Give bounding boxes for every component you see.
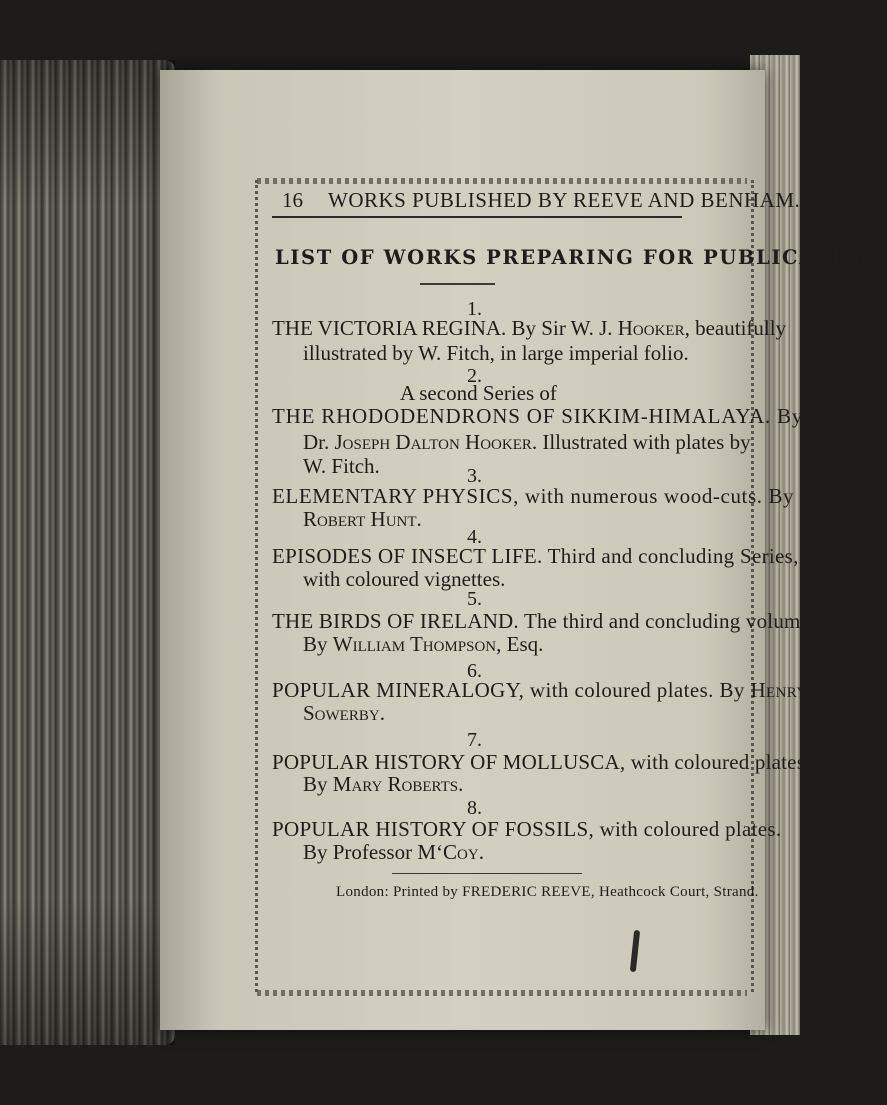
entry-title-line: ELEMENTARY PHYSICS, with numerous wood-cuts. By	[272, 484, 795, 508]
running-head: WORKS PUBLISHED BY REEVE AND BENHAM.	[328, 188, 801, 212]
entry-detail-line: By Professor M‘Coy.	[303, 840, 484, 864]
entry-detail-line: W. Fitch.	[303, 454, 380, 478]
entry-detail-line: By Mary Roberts.	[303, 772, 464, 796]
entry-number: 3.	[467, 465, 482, 487]
entry-number: 1.	[467, 298, 482, 320]
entry-detail-line: illustrated by W. Fitch, in large imperial folio.	[303, 341, 689, 365]
printer-imprint: London: Printed by FREDERIC REEVE, Heathcock Court, Strand.	[336, 884, 759, 900]
book-page-edges-left	[0, 60, 175, 1045]
entry-title-line: POPULAR HISTORY OF FOSSILS, with coloured plates.	[272, 817, 782, 841]
ornamental-border-top	[257, 178, 747, 184]
entry-title-line: EPISODES OF INSECT LIFE. Third and concluding Series,	[272, 544, 799, 568]
entry-title-line: POPULAR MINERALOGY, with coloured plates. By Henry	[272, 678, 808, 702]
entry-title-line: THE BIRDS OF IRELAND. The third and concluding volume.	[272, 609, 816, 633]
entry-title-line: THE RHODODENDRONS OF SIKKIM-HIMALAYA. By	[272, 404, 804, 428]
entry-detail-line: Dr. Joseph Dalton Hooker. Illustrated with plates by	[303, 430, 751, 454]
imprint-rule	[392, 873, 582, 874]
entry-detail-line: Sowerby.	[303, 701, 385, 725]
entry-number: 2.	[467, 365, 482, 387]
entry-pre-line: A second Series of	[400, 381, 557, 405]
section-title: LIST OF WORKS PREPARING FOR PUBLICATION.	[275, 246, 887, 269]
entry-number: 8.	[467, 797, 482, 819]
entry-number: 6.	[467, 660, 482, 682]
entry-detail-line: with coloured vignettes.	[303, 567, 506, 591]
header-rule	[272, 216, 682, 218]
entry-title-line: THE VICTORIA REGINA. By Sir W. J. Hooker, beautifully	[272, 316, 787, 340]
entry-detail-line: By William Thompson, Esq.	[303, 632, 544, 656]
entry-number: 7.	[467, 729, 482, 751]
entry-number: 4.	[467, 526, 482, 548]
entry-title-line: POPULAR HISTORY OF MOLLUSCA, with coloured plates.	[272, 750, 811, 774]
entry-detail-line: Robert Hunt.	[303, 507, 422, 531]
entry-number: 5.	[467, 588, 482, 610]
page-number: 16	[282, 188, 303, 212]
ornamental-border-bottom	[257, 990, 747, 996]
title-rule	[420, 283, 495, 285]
